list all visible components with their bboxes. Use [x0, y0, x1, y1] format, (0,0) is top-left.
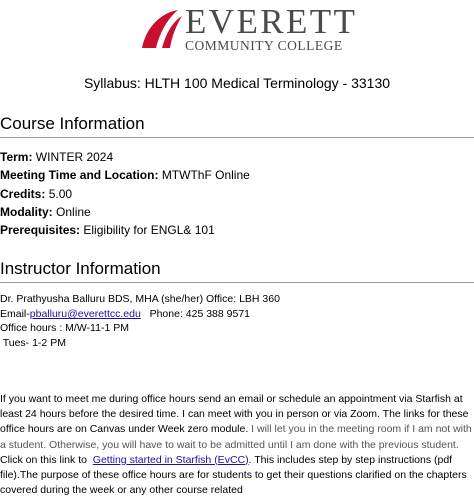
instructor-email-link[interactable]: pballuru@everettcc.edu — [29, 308, 141, 320]
paragraph-part-3: Click on this link to — [0, 438, 462, 466]
credits-label: Credits: — [0, 187, 46, 201]
credits-row — [0, 187, 72, 201]
course-information-heading: Course Information — [0, 114, 474, 138]
instructor-contact-row — [0, 308, 250, 320]
credits-value: 5.00 — [48, 187, 73, 201]
paragraph-part-4: . This includes step by step instructions (pdf file).The purpose of these office hours are for students to get their questions clarified on the chapters covered during the week or any other course related — [0, 453, 467, 497]
instructor-information-heading: Instructor Information — [0, 259, 474, 283]
logo-subname: COMMUNITY COLLEGE — [185, 38, 343, 53]
prerequisites-value: Eligibility for ENGL& 101 — [83, 223, 215, 237]
term-row — [0, 150, 113, 164]
instructor-name-office: Dr. Prathyusha Balluru BDS, MHA (she/her) Office: LBH 360 — [0, 293, 280, 305]
office-hours-paragraph — [0, 392, 474, 498]
email-prefix: Email- — [0, 308, 30, 320]
logo-name: EVERETT — [185, 2, 358, 41]
meeting-row — [0, 168, 250, 182]
modality-value: Online — [56, 205, 91, 219]
modality-label: Modality: — [0, 205, 53, 219]
instructor-phone: Phone: 425 388 9571 — [140, 308, 251, 320]
paragraph-part-2: I will let you in the meeting room if I am not with a student. Otherwise, you will have to wait to be admitted until I am done with the previous student. — [0, 423, 472, 451]
modality-row — [0, 205, 91, 219]
starfish-link[interactable]: Getting started in Starfish (EvCC) — [92, 453, 249, 466]
logo-swoosh-icon — [140, 8, 184, 48]
paragraph-part-1: If you want to meet me during office hours send an email or schedule an appointment via Starfish at least 24 hours before the desired time. I can meet with you in person or via Zoom. The links for these office hours are on Canvas under Week zero module. — [0, 393, 469, 436]
college-logo — [0, 0, 474, 60]
term-value: WINTER 2024 — [35, 150, 114, 164]
meeting-label: Meeting Time and Location: — [0, 168, 159, 182]
page-title: Syllabus: HLTH 100 Medical Terminology - 33130 — [83, 75, 391, 91]
prerequisites-label: Prerequisites: — [0, 223, 81, 237]
prerequisites-row — [0, 223, 215, 237]
office-hours-tuesday: Tues- 1-2 PM — [0, 337, 66, 349]
term-label: Term: — [0, 150, 33, 164]
meeting-value: MTWThF Online — [161, 168, 250, 182]
office-hours: Office hours : M/W-11-1 PM — [0, 322, 129, 334]
